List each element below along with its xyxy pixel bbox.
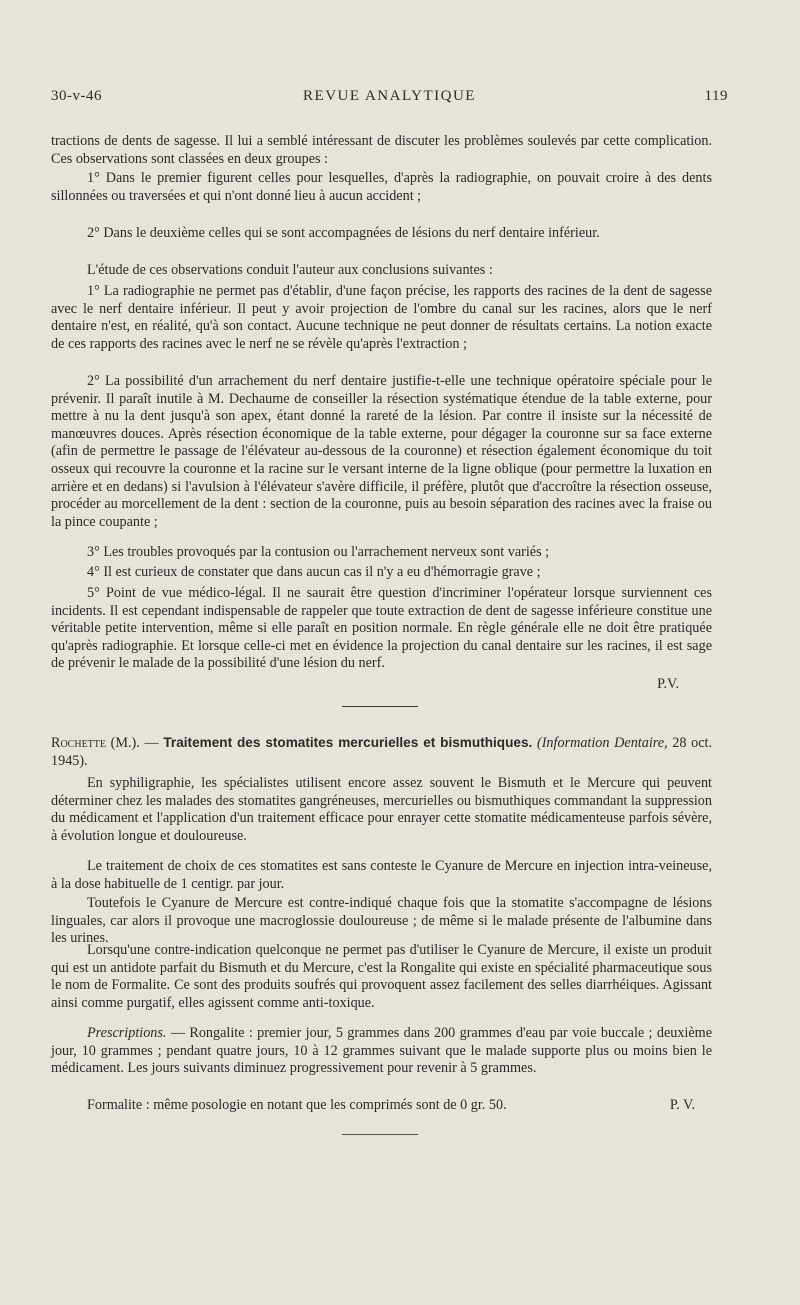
section-divider [342,706,418,707]
source-citation: (Information Dentaire, [536,735,668,751]
paragraph: 3° Les troubles provoqués par la contusion ou l'arrachement nerveux sont variés ; [87,544,550,560]
author-name: Rochette (M.). [51,735,140,751]
heading-dash: — [139,735,164,751]
paragraph: tractions de dents de sagesse. Il lui a semblé intéressant de discuter les problèmes soulevés par cette complication. Ces observations sont classées en deux groupes : [51,133,712,167]
source-date: 28 oct. 1945). [51,735,713,769]
paragraph: En syphiligraphie, les spécialistes utilisent encore assez souvent le Bismuth et le Mercure qui peuvent déterminer chez les malades des stomatites gangréneuses, mercurielles ou bismuthiques commandant la suppression du médicament et l'application d'un traitement efficace pour enrayer cette stomatite médicamenteuse parfois sévère, à évolution longue et douloureuse. [51,775,712,844]
paragraph: 1° Dans le premier figurent celles pour lesquelles, d'après la radiographie, on pouvait croire à des dents sillonnées ou traversées et qui n'ont donné lieu à aucun accident ; [51,170,712,204]
section-divider [342,1134,418,1135]
paragraph: 2° Dans le deuxième celles qui se sont accompagnées de lésions du nerf dentaire inférieur. [87,225,600,241]
signature: P.V. [657,676,679,692]
header-page-number: 119 [704,88,728,104]
paragraph: Lorsqu'une contre-indication quelconque ne permet pas d'utiliser le Cyanure de Mercure, il existe un produit qui est un antidote parfait du Bismuth et du Mercure, c'est la Rongalite qui existe en spécialité pharmaceutique sous le nom de Formalite. Ce sont des produits soufrés qui provoquent assez facilement des selles diarrhéiques. Agissant ainsi comme purgatif, elles agissent comme anti-toxique. [51,942,712,1011]
article-heading [51,734,712,770]
paragraph: 1° La radiographie ne permet pas d'établir, d'une façon précise, les rapports des racines de la dent de sagesse avec le nerf dentaire inférieur. Il peut y avoir projection de l'ombre du canal sur les racines, alors que le nerf dentaire n'est, en réalité, qu'à son contact. Aucune technique ne peut donner de résultats certains. La notion exacte de ces rapports des racines avec le nerf ne se révèle qu'après l'extraction ; [51,283,712,352]
paragraph: 5° Point de vue médico-légal. Il ne saurait être question d'incriminer l'opérateur lorsque surviennent ces incidents. Il est cependant indispensable de rappeler que toute extraction de dent de sagesse inférieure constitue une véritable petite intervention, même si elle paraît en position normale. En règle générale elle ne doit être pratiquée qu'après radiographie. Et lorsque celle-ci met en évidence la projection du canal dentaire sur les racines, il est sage de prévenir le malade de la possibilité d'une lésion du nerf. [51,585,712,672]
paragraph: Toutefois le Cyanure de Mercure est contre-indiqué chaque fois que la stomatite s'accompagne de lésions linguales, car alors il provoque une macroglossie douloureuse ; de même si le malade présente de l'albumine dans les urines. [51,895,712,947]
paragraph [51,1025,712,1078]
signature: P. V. [669,1097,695,1113]
header-journal-title: REVUE ANALYTIQUE [303,88,476,104]
prescriptions-label: Prescriptions. [87,1025,167,1041]
prescriptions-text: — Rongalite : premier jour, 5 grammes dans 200 grammes d'eau par voie buccale ; deuxième jour, 10 grammes ; pendant quatre jours, 10 à 12 grammes suivant que le malade supporte plus ou moins bien le médicament. Les jours suivants diminuez progressivement pour revenir à 5 grammes. [51,1025,712,1077]
paragraph: L'étude de ces observations conduit l'auteur aux conclusions suivantes : [87,262,493,278]
paragraph [51,1097,712,1115]
paragraph: 2° La possibilité d'un arrachement du nerf dentaire justifie-t-elle une technique opératoire spéciale pour le prévenir. Il paraît inutile à M. Dechaume de conseiller la résection systématique étendue de la table externe, pour mettre à nu la dent jusqu'à son apex, étant donné la rareté de la lésion. Par contre il insiste sur la nécessité de manœuvres douces. Après résection économique de la table externe, pour dégager la couronne sur sa face externe (afin de permettre le passage de l'élévateur au-dessous de la couronne) et résection également économique du toit osseux qui recouvre la couronne et la racine sur le versant interne de la ligne oblique (pour permettre la luxation en arrière et en dedans) si l'avulsion à l'élévateur s'avère difficile, il préfère, plutôt que d'accroître la résection osseuse, procéder au morcellement de la dent : section de la couronne, puis au besoin séparation des racines avec la fraise ou la pince coupante ; [51,373,712,530]
header-date: 30-v-46 [51,88,102,104]
running-header [51,88,728,108]
article-title: Traitement des stomatites mercurielles et bismuthiques. [163,735,533,750]
paragraph: 4° Il est curieux de constater que dans aucun cas il n'y a eu d'hémorragie grave ; [87,564,541,580]
formalite-text: Formalite : même posologie en notant que les comprimés sont de 0 gr. 50. [87,1097,507,1113]
paragraph: Le traitement de choix de ces stomatites est sans conteste le Cyanure de Mercure en injection intra-veineuse, à la dose habituelle de 1 centigr. par jour. [51,858,712,892]
